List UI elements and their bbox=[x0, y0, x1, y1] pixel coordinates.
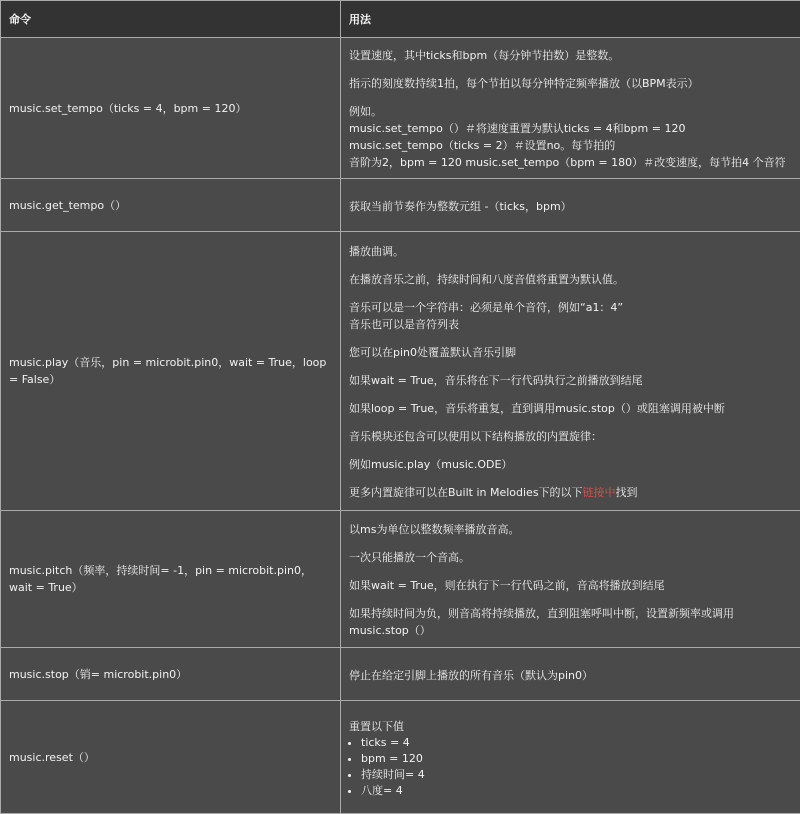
usage-cell bbox=[341, 648, 800, 701]
usage-cell bbox=[341, 701, 800, 814]
usage-paragraph: 如果wait = True，则在执行下一行代码之前，音高将播放到结尾 bbox=[349, 577, 792, 594]
command-cell: music.reset（） bbox=[1, 701, 341, 814]
usage-text: 更多内置旋律可以在Built in Melodies下的以下 bbox=[349, 486, 583, 499]
list-item: • 持续时间= 4 bbox=[361, 767, 792, 783]
example-line: music.set_tempo（ticks = 2）＃设置no。每节拍的 bbox=[349, 137, 792, 154]
table-row bbox=[1, 179, 800, 232]
usage-line: 音乐可以是一个字符串：必须是单个音符，例如“a1：4” bbox=[349, 299, 792, 316]
usage-paragraph: 停止在给定引脚上播放的所有音乐（默认为pin0） bbox=[349, 667, 792, 684]
usage-line: 音乐也可以是音符列表 bbox=[349, 316, 792, 333]
usage-paragraph: 指示的刻度数持续1拍，每个节拍以每分钟特定频率播放（以BPM表示） bbox=[349, 75, 792, 92]
table-row bbox=[1, 511, 800, 648]
usage-paragraph: 如果loop = True，音乐将重复，直到调用music.stop（）或阻塞调用被中断 bbox=[349, 400, 792, 417]
usage-paragraph: 设置速度，其中ticks和bpm（每分钟节拍数）是整数。 bbox=[349, 47, 792, 64]
usage-paragraph: 如果持续时间为负，则音高将持续播放，直到阻塞呼叫中断，设置新频率或调用 music.stop（） bbox=[349, 605, 792, 639]
column-header-usage: 用法 bbox=[341, 1, 800, 38]
usage-paragraph: 音乐模块还包含可以使用以下结构播放的内置旋律： bbox=[349, 428, 792, 445]
table-row bbox=[1, 648, 800, 701]
column-header-command: 命令 bbox=[1, 1, 341, 38]
usage-cell bbox=[341, 232, 800, 511]
usage-paragraph: 重置以下值 bbox=[349, 720, 404, 733]
usage-cell bbox=[341, 38, 800, 179]
command-cell: music.pitch（频率，持续时间= -1，pin = microbit.pin0，wait = True） bbox=[1, 511, 341, 648]
table-row bbox=[1, 38, 800, 179]
usage-paragraph: 以ms为单位以整数频率播放音高。 bbox=[349, 521, 792, 538]
table-row bbox=[1, 701, 800, 814]
list-item: • bpm = 120 bbox=[361, 751, 792, 767]
example-line: 例如。 bbox=[349, 103, 792, 120]
table-row bbox=[1, 232, 800, 511]
example-line: music.set_tempo（）＃将速度重置为默认ticks = 4和bpm = 120 bbox=[349, 120, 792, 137]
command-cell: music.get_tempo（） bbox=[1, 179, 341, 232]
usage-paragraph: 例如music.play（music.ODE） bbox=[349, 456, 792, 473]
usage-paragraph: 在播放音乐之前，持续时间和八度音值将重置为默认值。 bbox=[349, 271, 792, 288]
command-cell: music.set_tempo（ticks = 4，bpm = 120） bbox=[1, 38, 341, 179]
usage-paragraph bbox=[349, 484, 792, 501]
usage-paragraph bbox=[349, 299, 792, 333]
table-header-row bbox=[1, 1, 800, 38]
usage-paragraph: 一次只能播放一个音高。 bbox=[349, 549, 792, 566]
usage-example bbox=[349, 103, 792, 171]
example-line: 音阶为2，bpm = 120 music.set_tempo（bpm = 180）＃改变速度，每节拍4 个音符 bbox=[349, 154, 792, 171]
usage-text: 找到 bbox=[616, 486, 638, 499]
usage-cell bbox=[341, 511, 800, 648]
reset-values-list bbox=[349, 735, 792, 799]
usage-paragraph: 如果wait = True，音乐将在下一行代码执行之前播放到结尾 bbox=[349, 372, 792, 389]
usage-paragraph: 获取当前节奏作为整数元组 -（ticks，bpm） bbox=[349, 198, 792, 215]
list-item: • 八度= 4 bbox=[361, 783, 792, 799]
command-cell: music.stop（销= microbit.pin0） bbox=[1, 648, 341, 701]
list-item: • ticks = 4 bbox=[361, 735, 792, 751]
usage-paragraph: 您可以在pin0处覆盖默认音乐引脚 bbox=[349, 344, 792, 361]
usage-paragraph: 播放曲调。 bbox=[349, 243, 792, 260]
usage-cell bbox=[341, 179, 800, 232]
melodies-link[interactable]: 链接中 bbox=[583, 486, 616, 499]
command-cell: music.play（音乐，pin = microbit.pin0，wait = True，loop = False） bbox=[1, 232, 341, 511]
